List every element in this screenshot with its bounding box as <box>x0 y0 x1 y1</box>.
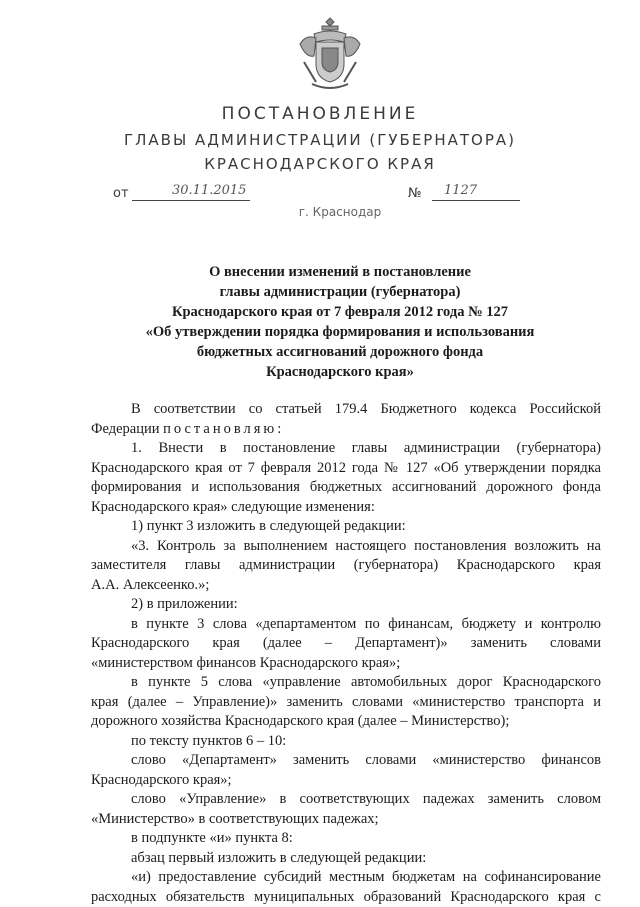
title-line: бюджетных ассигнований дорожного фонда <box>100 342 580 362</box>
number-value: 1127 <box>444 183 477 198</box>
date-prefix: от <box>113 186 129 201</box>
body-line: формирования и использования бюджетных ассигнований дорожного фонда <box>91 478 601 498</box>
body-line: Краснодарского края»; <box>91 771 601 791</box>
body-line: дорожного хозяйства Краснодарского края (далее – Министерство); <box>91 712 601 732</box>
title-line: Краснодарского края» <box>100 362 580 382</box>
body-line: «министерством финансов Краснодарского края»; <box>91 654 601 674</box>
body-line: «и) предоставление субсидий местным бюджетам на софинансирование <box>91 868 601 888</box>
body-line: абзац первый изложить в следующей редакции: <box>91 849 601 869</box>
body-line: в пункте 5 слова «управление автомобильных дорог Краснодарского <box>91 673 601 693</box>
body-line: В соответствии со статьей 179.4 Бюджетного кодекса Российской <box>91 400 601 420</box>
body-line: 2) в приложении: <box>91 595 601 615</box>
region-heading: КРАСНОДАРСКОГО КРАЯ <box>0 155 640 173</box>
document-type-heading: ПОСТАНОВЛЕНИЕ <box>0 104 640 124</box>
body-line: «Министерство» в соответствующих падежах; <box>91 810 601 830</box>
body-line <box>91 420 601 440</box>
title-line: Краснодарского края от 7 февраля 2012 года № 127 <box>100 302 580 322</box>
city-label: г. Краснодар <box>0 205 640 219</box>
coat-of-arms-emblem <box>290 14 370 94</box>
date-value: 30.11.2015 <box>172 183 246 198</box>
title-line: «Об утверждении порядка формирования и использования <box>100 322 580 342</box>
body-line: заместителя главы администрации (губернатора) Краснодарского края <box>91 556 601 576</box>
body-line: А.А. Алексеенко.»; <box>91 576 601 596</box>
body-line: края (далее – Управление)» заменить словами «министерство транспорта и <box>91 693 601 713</box>
resolution-word: постановляю: <box>163 421 284 437</box>
body-line: слово «Управление» в соответствующих падежах заменить словом <box>91 790 601 810</box>
date-underline <box>132 200 250 201</box>
body-text: Федерации <box>91 421 163 437</box>
body-line: в пункте 3 слова «департаментом по финансам, бюджету и контролю <box>91 615 601 635</box>
body-line: по тексту пунктов 6 – 10: <box>91 732 601 752</box>
body-line: 1) пункт 3 изложить в следующей редакции: <box>91 517 601 537</box>
body-line: слово «Департамент» заменить словами «министерство финансов <box>91 751 601 771</box>
title-line: О внесении изменений в постановление <box>100 262 580 282</box>
title-line: главы администрации (губернатора) <box>100 282 580 302</box>
body-line: Краснодарского края (далее – Департамент)» заменить словами <box>91 634 601 654</box>
body-line: «3. Контроль за выполнением настоящего постановления возложить на <box>91 537 601 557</box>
body-line: в подпункте «и» пункта 8: <box>91 829 601 849</box>
number-underline <box>432 200 520 201</box>
document-title <box>100 262 580 382</box>
body-line: Краснодарского края от 7 февраля 2012 года № 127 «Об утверждении порядка <box>91 459 601 479</box>
body-line: расходных обязательств муниципальных образований Краснодарского края с <box>91 888 601 907</box>
body-line: 1. Внести в постановление главы администрации (губернатора) <box>91 439 601 459</box>
issuer-heading: ГЛАВЫ АДМИНИСТРАЦИИ (ГУБЕРНАТОРА) <box>0 131 640 149</box>
body-line: Краснодарского края» следующие изменения: <box>91 498 601 518</box>
document-body <box>91 400 601 907</box>
number-prefix: № <box>408 186 422 201</box>
